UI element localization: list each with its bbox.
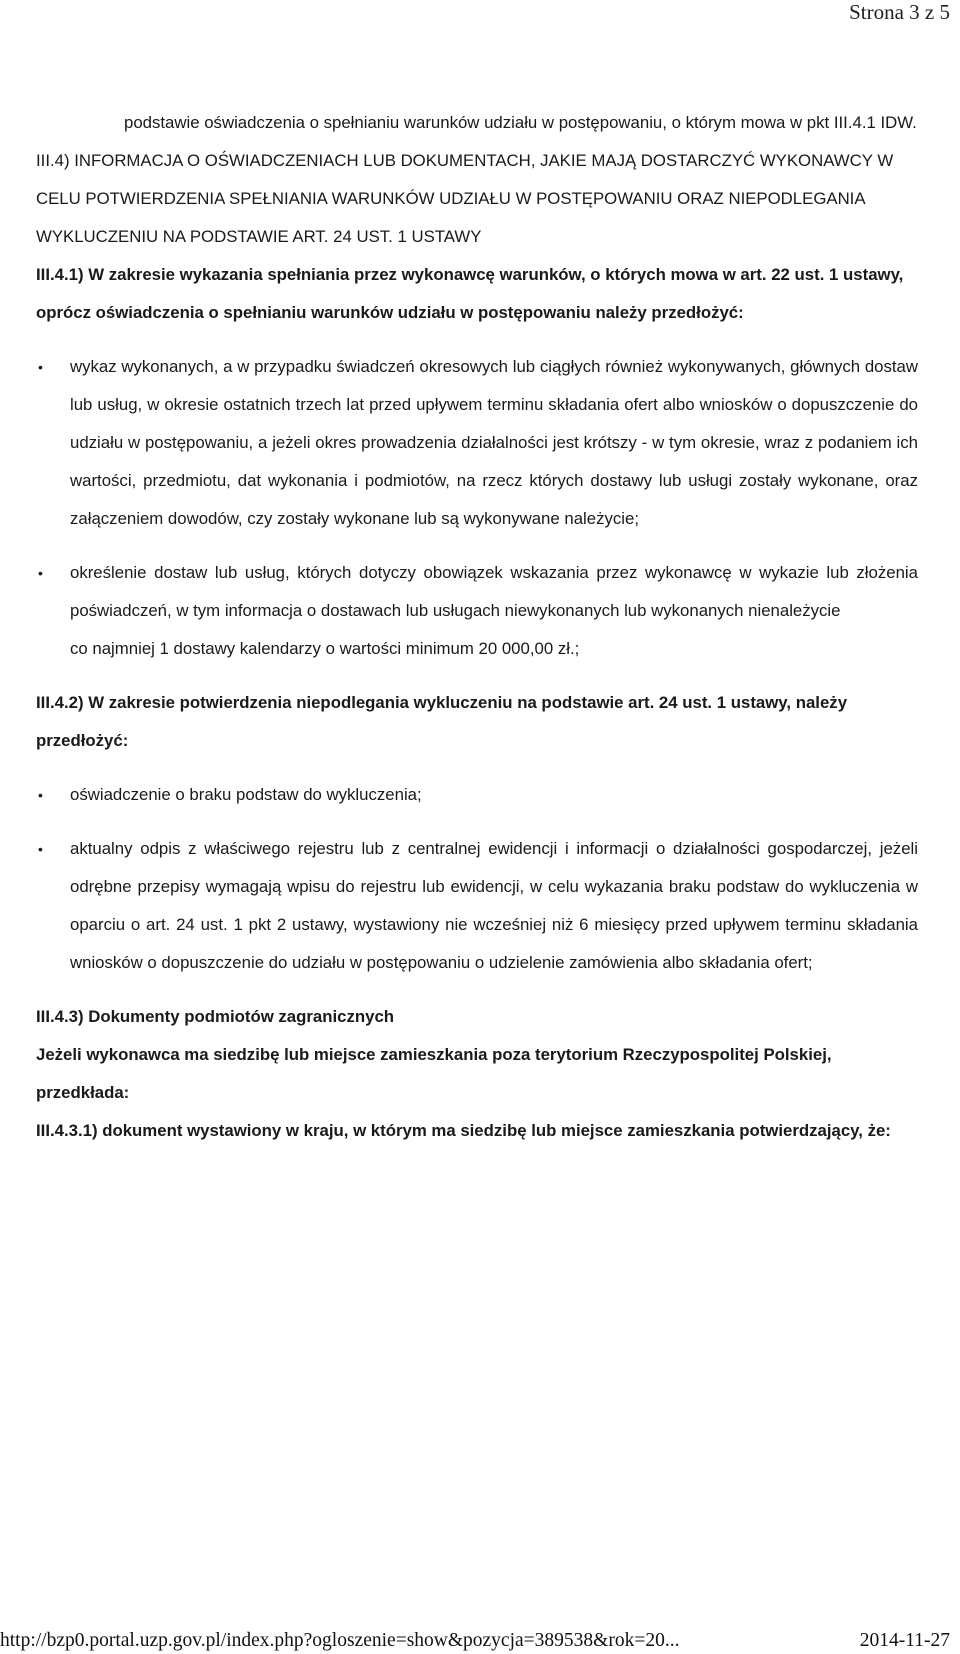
- section-iii4-heading: III.4) INFORMACJA O OŚWIADCZENIACH LUB DOKUMENTACH, JAKIE MAJĄ DOSTARCZYĆ WYKONAWCY W CELU POTWIERDZENIA SPEŁNIANIA WARUNKÓW UDZIAŁU W POSTĘPOWANIU ORAZ NIEPODLEGANIA WYKLUCZENIU NA PODSTAWIE ART. 24 UST. 1 USTAWY: [36, 151, 894, 246]
- list-item: • aktualny odpis z właściwego rejestru lub z centralnej ewidencji i informacji o działalności gospodarczej, jeżeli odrębne przepisy wymagają wpisu do rejestru lub ewidencji, w celu wykazania braku podstaw do wykluczenia w oparciu o art. 24 ust. 1 pkt 2 ustawy, wystawiony nie wcześniej niż 6 miesięcy przed upływem terminu składania wniosków o dopuszczenie do udziału w postępowaniu o udzielenie zamówienia albo składania ofert;: [36, 830, 918, 982]
- page-number: Strona 3 z 5: [849, 0, 950, 24]
- section-iii41-heading: III.4.1) W zakresie wykazania spełniania przez wykonawcę warunków, o których mowa w art. 22 ust. 1 ustawy, oprócz oświadczenia o spełnianiu warunków udziału w postępowaniu należy przedłożyć:: [36, 265, 904, 322]
- intro-paragraph: podstawie oświadczenia o spełnianiu warunków udziału w postępowaniu, o którym mowa w pkt III.4.1 IDW.: [124, 113, 917, 132]
- section-iii431-heading: III.4.3.1) dokument wystawiony w kraju, w którym ma siedzibę lub miejsce zamieszkania potwierdzający, że:: [36, 1121, 891, 1140]
- footer-url: http://bzp0.portal.uzp.gov.pl/index.php?ogloszenie=show&pozycja=389538&rok=20...: [0, 1630, 680, 1651]
- section-iii42-heading: III.4.2) W zakresie potwierdzenia niepodlegania wykluczeniu na podstawie art. 24 ust. 1 ustawy, należy przedłożyć:: [36, 693, 848, 750]
- list-item: • określenie dostaw lub usług, których dotyczy obowiązek wskazania przez wykonawcę w wykazie lub złożenia poświadczeń, w tym informacja o dostawach lub usługach niewykonanych lub wykonanych nienależycie: [36, 554, 918, 630]
- section-iii43-text: Jeżeli wykonawca ma siedzibę lub miejsce zamieszkania poza terytorium Rzeczypospolitej Polskiej, przedkłada:: [36, 1045, 832, 1102]
- list-note: co najmniej 1 dostawy kalendarzy o wartości minimum 20 000,00 zł.;: [70, 639, 580, 658]
- document-body: [36, 104, 918, 1150]
- list-item: • wykaz wykonanych, a w przypadku świadczeń okresowych lub ciągłych również wykonywanych, głównych dostaw lub usług, w okresie ostatnich trzech lat przed upływem terminu składania ofert albo wniosków o dopuszczenie do udziału w postępowaniu, a jeżeli okres prowadzenia działalności jest krótszy - w tym okresie, wraz z podaniem ich wartości, przedmiotu, dat wykonania i podmiotów, na rzecz których dostawy lub usługi zostały wykonane, oraz załączeniem dowodów, czy zostały wykonane lub są wykonywane należycie;: [36, 348, 918, 538]
- page-footer: [0, 1628, 960, 1654]
- list-item: • oświadczenie o braku podstaw do wykluczenia;: [36, 776, 918, 814]
- section-iii43-heading: III.4.3) Dokumenty podmiotów zagranicznych: [36, 1007, 395, 1026]
- footer-date: 2014-11-27: [859, 1630, 950, 1651]
